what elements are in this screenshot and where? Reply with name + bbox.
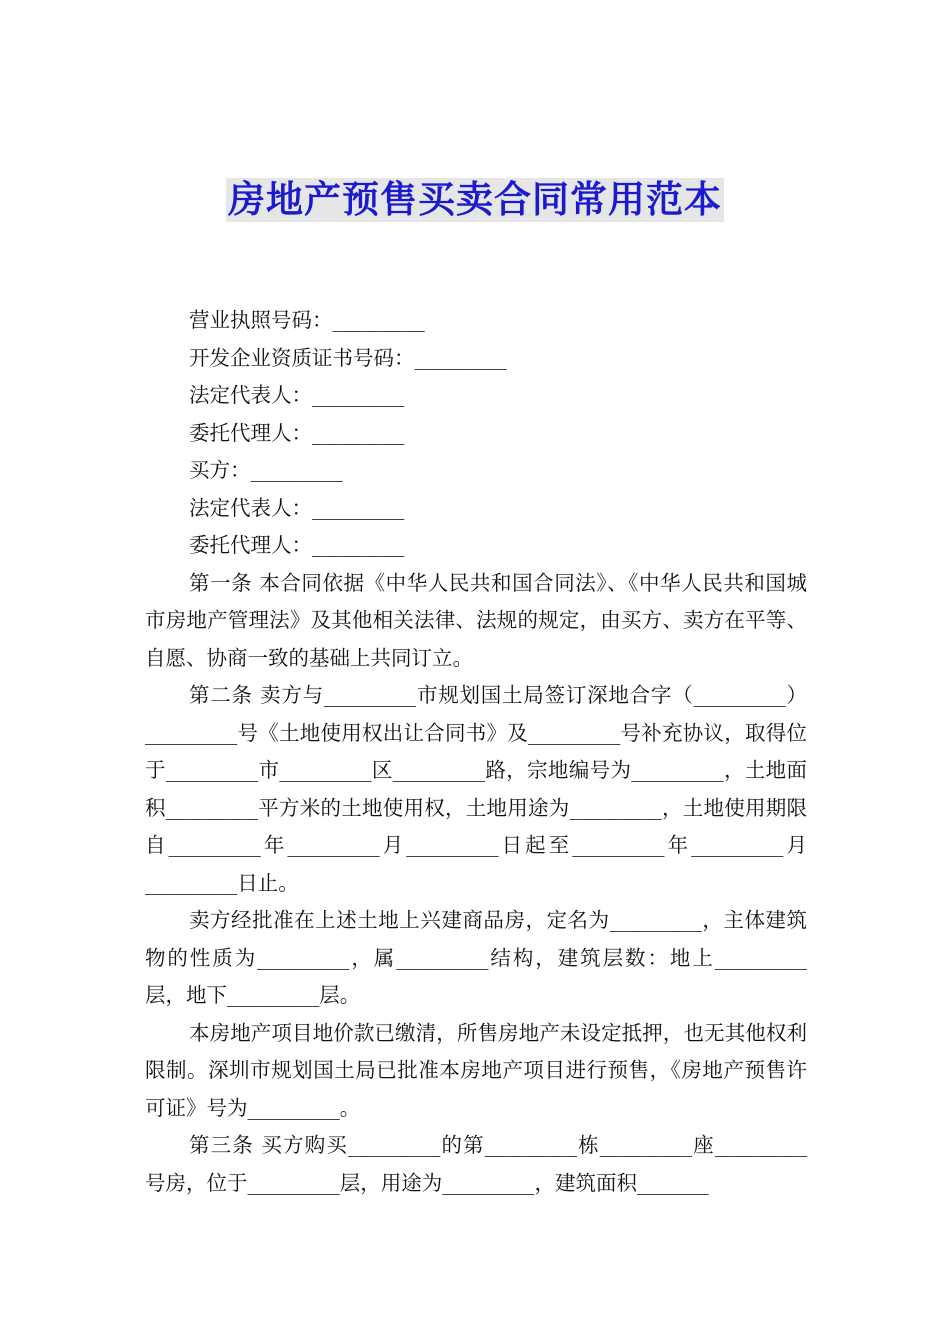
document-title: 房地产预售买卖合同常用范本 xyxy=(228,178,722,221)
contract-body xyxy=(145,302,807,1202)
buyer-agent-field: 委托代理人：_________ xyxy=(189,533,405,557)
building-info-paragraph: 卖方经批准在上述土地上兴建商品房，定名为_________，主体建筑物的性质为_________，属_________结构，建筑层数：地上_________层，地下_________层。 xyxy=(145,908,807,1007)
business-license-field: 营业执照号码：_________ xyxy=(189,308,425,332)
article-3-paragraph: 第三条 买方购买_________的第_________栋_________座_________号房，位于_________层，用途为_________，建筑面积_______ xyxy=(145,1133,807,1195)
buyer-field: 买方：_________ xyxy=(189,458,343,482)
qualification-certificate-field: 开发企业资质证书号码：_________ xyxy=(189,345,507,370)
buyer-legal-representative-field: 法定代表人：_________ xyxy=(189,495,405,520)
title-area xyxy=(0,178,950,222)
article-1-paragraph: 第一条 本合同依据《中华人民共和国合同法》、《中华人民共和国城市房地产管理法》及其他相关法律、法规的规定，由买方、卖方在平等、自愿、协商一致的基础上共同订立。 xyxy=(145,570,807,670)
seller-legal-representative-field: 法定代表人：_________ xyxy=(189,383,405,407)
project-status-paragraph: 本房地产项目地价款已缴清，所售房地产未设定抵押，也无其他权利限制。深圳市规划国土局已批准本房地产项目进行预售，《房地产预售许可证》号为_________。 xyxy=(145,1020,807,1120)
seller-agent-field: 委托代理人：_________ xyxy=(189,420,405,445)
article-2-paragraph: 第二条 卖方与_________市规划国土局签订深地合字（_________）_________号《土地使用权出让合同书》及_________号补充协议，取得位于_________市_________区_________路，宗地编号为_________，土地面积_________平方米的土地使用权，土地用途为_________，土地使用期限自_________年_________月_________日起至_________年_________月_________日止。 xyxy=(145,683,807,895)
